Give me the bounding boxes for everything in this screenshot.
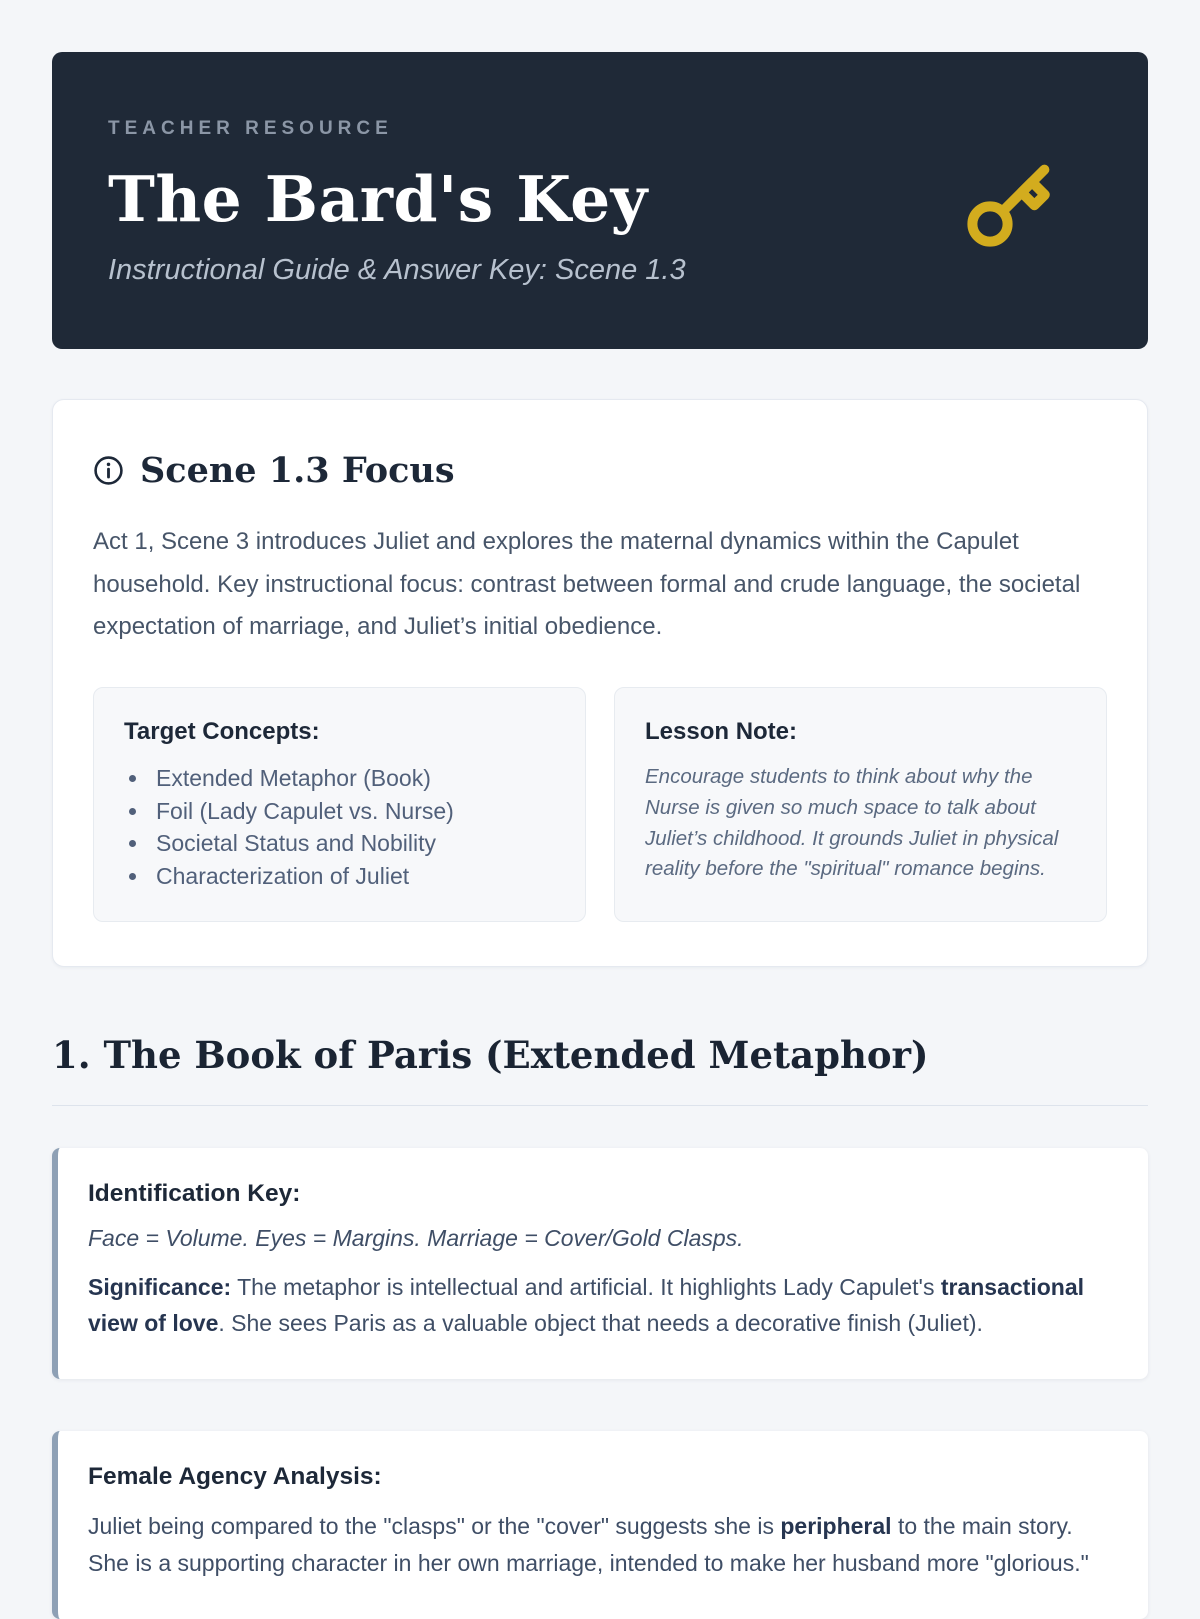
scene-focus-intro: Act 1, Scene 3 introduces Juliet and explores the maternal dynamics within the Capulet household. Key instructional focus: contrast between formal and crude language, the societal expectation of marriage, and Juliet’s initial obedience.: [93, 528, 1081, 641]
header-eyebrow: TEACHER RESOURCE: [108, 118, 393, 139]
identification-key-body: Significance: The metaphor is intellectual and artificial. It highlights Lady Capulet's transactional view of love. She sees Paris as a valuable object that needs a decorative finish (Juliet).: [88, 1273, 1084, 1337]
female-agency-body: Juliet being compared to the "clasps" or the "cover" suggests she is peripheral to the main story. She is a supporting character in her own marriage, intended to make her husband more "glorious.": [88, 1513, 1089, 1576]
list-item: • Foil (Lady Capulet vs. Nurse): [150, 795, 555, 828]
identification-key-formula: Face = Volume. Eyes = Margins. Marriage = Cover/Gold Clasps.: [88, 1224, 744, 1251]
identification-key-card: [52, 1148, 1148, 1380]
list-item: • Societal Status and Nobility: [150, 827, 555, 860]
section-1-heading: 1. The Book of Paris (Extended Metaphor): [52, 1033, 1148, 1106]
page-title: The Bard's Key: [108, 162, 648, 236]
target-concepts-list: [124, 762, 555, 893]
header-banner: [52, 52, 1148, 349]
female-agency-card: [52, 1431, 1148, 1619]
focus-grid: [93, 687, 1107, 922]
scene-focus-card: [52, 399, 1148, 967]
target-concepts-box: [93, 687, 586, 922]
target-concepts-title: Target Concepts:: [124, 718, 320, 746]
header-text-block: [108, 118, 686, 287]
page-subtitle: Instructional Guide & Answer Key: Scene 1.3: [108, 254, 686, 286]
lesson-note-box: [614, 687, 1107, 922]
scene-focus-heading-row: [93, 450, 1107, 491]
scene-focus-title: Scene 1.3 Focus: [140, 450, 455, 491]
key-icon: [962, 156, 1058, 257]
female-agency-title: Female Agency Analysis:: [88, 1463, 382, 1491]
info-icon: [93, 455, 124, 486]
lesson-note-title: Lesson Note:: [645, 718, 798, 746]
list-item: • Extended Metaphor (Book): [150, 762, 555, 795]
identification-key-title: Identification Key:: [88, 1179, 301, 1207]
lesson-note-text: Encourage students to think about why the Nurse is given so much space to talk about Juliet’s childhood. It grounds Juliet in physical reality before the "spiritual" romance begins.: [645, 765, 1059, 881]
list-item: • Characterization of Juliet: [150, 860, 555, 893]
